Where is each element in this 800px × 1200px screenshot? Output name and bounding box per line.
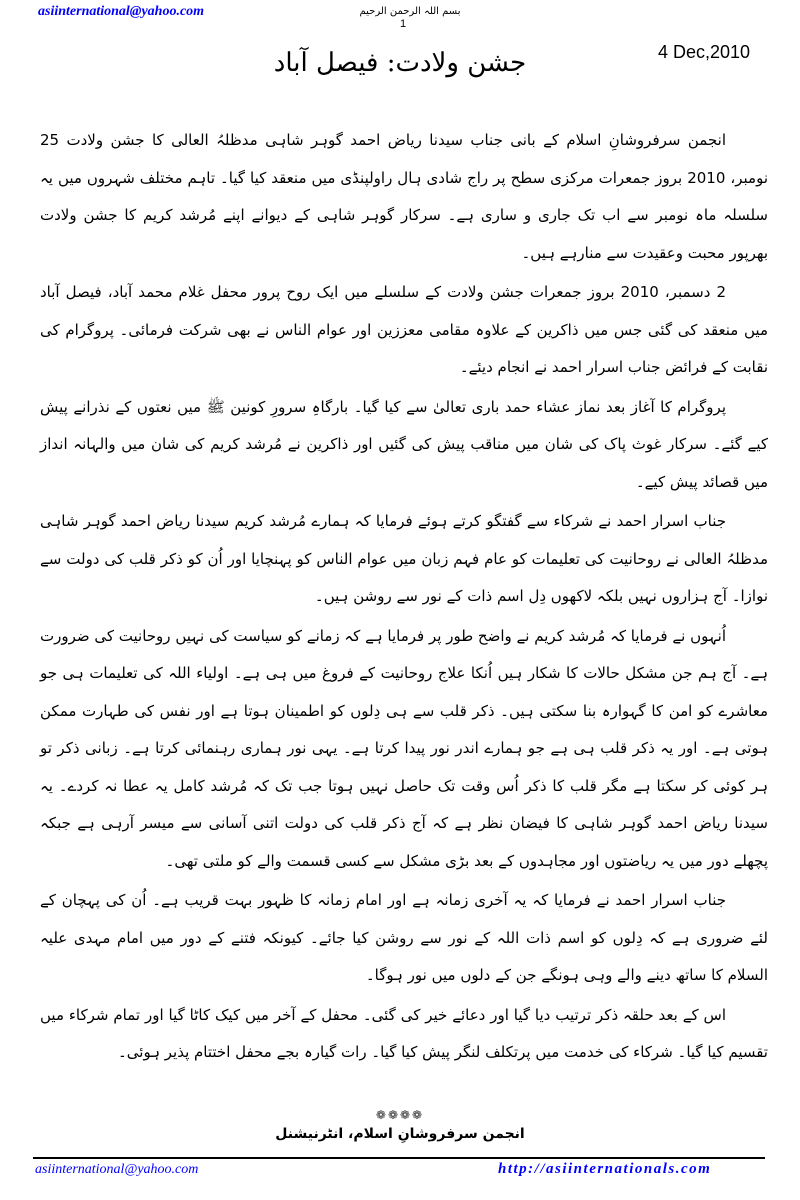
paragraph-closing: اس کے بعد حلقہ ذکر ترتیب دیا گیا اور دعائے خیر کی گئی۔ محفل کے آخر میں کیک کاٹا گیا اور تمام شرکاء میں تقسیم کیا گیا۔ شرکاء کی خدمت میں پرتکلف لنگر پیش کیا گیا۔ رات گیارہ بجے محفل اختتام پذیر ہوئی۔ [40,1005,768,1061]
bismillah-heading: بسم اللہ الرحمن الرحیم [359,6,461,17]
paragraph-speech: جناب اسرار احمد نے شرکاء سے گفتگو کرتے ہوئے فرمایا کہ ہمارے مُرشد کریم سیدنا ریاض احمد گوہر شاہی مدظلہُ العالی نے روحانیت کی تعلیمات کو عام فہم زبان میں عوام الناس کو پہنچایا اور اُن کو ذکر قلب کی دولت سے نوازا۔ آج ہزاروں نہیں بلکہ لاکھوں دِل اسم ذات کے نور سے روشن ہیں۔ [40,512,768,605]
header-email-link[interactable]: asiinternational@yahoo.com [38,4,205,19]
page-number: 1 [400,18,407,30]
document-date: 4 Dec,2010 [658,42,751,62]
footer-email-link[interactable]: asiinternational@yahoo.com [35,1162,199,1177]
article-body [40,122,768,1074]
organization-name: انجمن سرفروشانِ اسلام، انٹرنیشنل [275,1126,525,1142]
paragraph-intro: انجمن سرفروشانِ اسلام کے بانی جناب سیدنا ریاض احمد گوہر شاہی مدظلہُ العالی کا جشن ولادت 25 نومبر، 2010 بروز جمعرات مرکزی سطح پر راج شادی ہال راولپنڈی میں منعقد کیا گیا۔ تاہم مختلف شہروں میں یہ سلسلہ ماہ نومبر سے اب تک جاری و ساری ہے۔ سرکار گوہر شاہی کے دیوانے اپنے مُرشد کریم کا جشن ولادت بھرپور محبت وعقیدت سے منارہے ہیں۔ [40,131,768,262]
footer-rule [33,1157,765,1159]
paragraph-imam: جناب اسرار احمد نے فرمایا کہ یہ آخری زمانہ ہے اور امام زمانہ کا ظہور بہت قریب ہے۔ اُن کی پہچان کے لئے ضروری ہے کہ دِلوں کو اسم ذات اللہ کے نور سے روشن کیا جائے۔ کیونکہ فتنے کے دور میں امام مہدی علیہ السلام کا ساتھ دینے والے وہی ہونگے جن کے دلوں میں نور ہوگا۔ [40,891,768,984]
footer-website-link[interactable]: http://asiinternationals.com [498,1161,712,1177]
paragraph-spirituality: اُنہوں نے فرمایا کہ مُرشد کریم نے واضح طور پر فرمایا ہے کہ زمانے کو سیاست کی نہیں روحانیت کی ضرورت ہے۔ آج ہم جن مشکل حالات کا شکار ہیں اُنکا علاج روحانیت کے فروغ میں ہی ہے۔ اولیاء اللہ کی تعلیمات ہی جو معاشرے کو امن کا گہوارہ بنا سکتی ہیں۔ ذکر قلب سے ہی دِلوں کو اطمینان ہوتا ہے اور نفس کی طہارت ممکن ہوتی ہے۔ اور یہ ذکر قلب ہی ہے جو ہمارے اندر نور پیدا کرتا ہے۔ یہی نور ہماری رہنمائی کرتا ہے۔ زبانی ذکر تو ہر کوئی کر سکتا ہے مگر قلب کا ذکر اُس وقت تک حاصل نہیں ہوتا جب تک کہ مُرشد کامل یہ عطا نہ کردے۔ یہ سیدنا ریاض احمد گوہر شاہی کا فیضان نظر ہے کہ آج ذکر قلب کی دولت اتنی آسانی سے میسر آرہی ہے جبکہ پچھلے دور میں یہ ریاضتوں اور مجاہدوں کے بعد بڑی مشکل سے کسی قسمت والے کو ملتی تھی۔ [39,626,768,870]
document-title: جشن ولادت: فیصل آباد [273,48,527,78]
paragraph-event: 2 دسمبر، 2010 بروز جمعرات جشن ولادت کے سلسلے میں ایک روح پرور محفل غلام محمد آباد، فیصل آباد میں منعقد کی گئی جس میں ذاکرین کے علاوہ مقامی معززین اور عوام الناس نے بھی شرکت فرمائی۔ پروگرام کی نقابت کے فرائض جناب اسرار احمد نے انجام دیئے۔ [40,283,768,376]
ornament-divider-icon: ❁❁❁❁ [375,1108,425,1122]
paragraph-program: پروگرام کا آغاز بعد نماز عشاء حمد باری تعالیٰ سے کیا گیا۔ بارگاہِ سرورِ کونین ﷺ میں نعتوں کے نذرانے پیش کیے گئے۔ سرکار غوث پاک کی شان میں مناقب پیش کی گئیں اور ذاکرین نے مُرشد کریم کی شان میں والہانہ انداز میں قصائد پیش کیے۔ [40,397,768,491]
